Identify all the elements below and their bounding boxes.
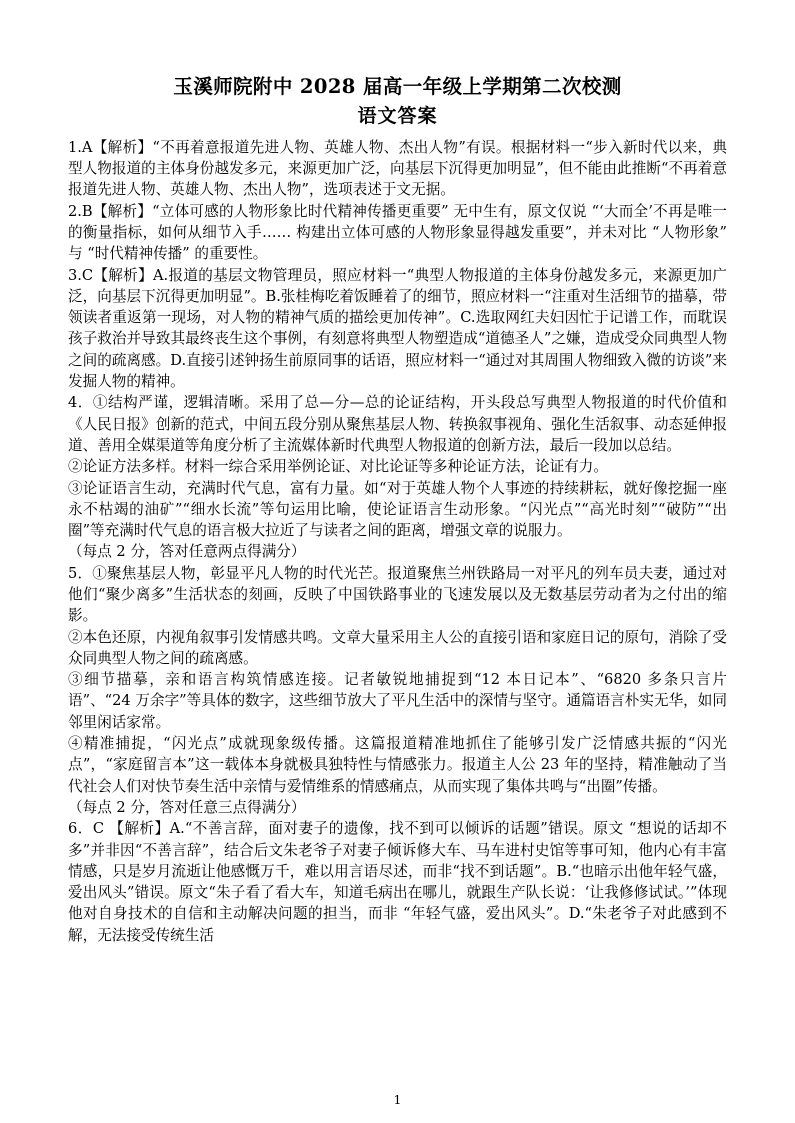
paragraph-9: ②本色还原，内视角叙事引发情感共鸣。文章大量采用主人公的直接引语和家庭日记的原句，消除了受众同典型人物之间的疏离感。 — [68, 628, 727, 667]
paragraph-7-score-note: （每点 2 分，答对任意两点得满分） — [68, 543, 306, 561]
paragraph-4: 4．①结构严谨，逻辑清晰。采用了总—分—总的论证结构，开头段总写典型人物报道的时代价值和《人民日报》创新的范式，中间五段分别从聚焦基层人物、转换叙事视角、强化生活叙事、动态延伸报道、善用全媒渠道等角度分析了主流媒体新时代典型人物报道的创新方法，最后一段加以总结。 — [68, 394, 727, 454]
title-block — [68, 72, 727, 131]
paragraph-11: ④精准捕捉，“闪光点”成就现象级传播。这篇报道精准地抓住了能够引发广泛情感共振的“闪光点”，“家庭留言本”这一载体本身就极具独特性与情感张力。报道主人公 23 年的坚持，精准触动了当代社会人们对快节奏生活中亲情与爱情维系的情感痛点，从而实现了集体共鸣与“出圈”传播。 — [68, 735, 727, 795]
paragraph-8: 5．①聚焦基层人物，彰显平凡人物的时代光芒。报道聚焦兰州铁路局一对平凡的列车员夫妻，通过对他们“聚少离多”生活状态的刻画，反映了中国铁路事业的飞速发展以及无数基层劳动者为之付出的缩影。 — [68, 564, 727, 625]
page-number: 1 — [393, 1092, 402, 1107]
paragraph-2: 2.B【解析】“立体可感的人物形象比时代精神传播更重要” 无中生有，原文仅说 “‘大而全’不再是唯一的衡量指标，如何从细节入手…… 构建出立体可感的人物形象显得越发重要”，并未对比 “人物形象” 与 “时代精神传播” 的重要性。 — [68, 202, 727, 263]
answer-body — [68, 137, 727, 946]
paragraph-12-score-note: （每点 2 分，答对任意三点得满分） — [68, 798, 306, 816]
paragraph-1: 1.A【解析】“不再着意报道先进人物、英雄人物、杰出人物”有误。根据材料一“步入新时代以来，典型人物报道的主体身份越发多元，来源更加广泛，向基层下沉得更加明显”，但不能由此推断“不再着意报道先进人物、英雄人物、杰出人物”，选项表述于文无据。 — [68, 138, 727, 199]
paragraph-13: 6．C 【解析】A.“不善言辞，面对妻子的遗像，找不到可以倾诉的话题”错误。原文 “想说的话却不多”并非因“不善言辞”，结合后文朱老爷子对妻子倾诉修大车、马车进村史馆等事可知，他内心有丰富情感，只是岁月流逝让他感慨万千，难以用言语尽述，而非“找不到话题”。B.“也暗示出他年轻气盛，爱出风头”错误。原文“朱子看了看大车，知道毛病出在哪儿，就跟生产队长说：‘让我修修试试。’”体现他对自身技术的自信和主动解决问题的担当，而非 “年轻气盛，爱出风头”。D.“朱老爷子对此感到不解，无法接受传统生活 — [68, 820, 727, 944]
paragraph-6: ③论证语言生动，充满时代气息，富有力量。如“对于英雄人物个人事迹的持续耕耘，就好像挖掘一座永不枯竭的油矿”“细水长流”等句运用比喻，使论证语言生动形象。“闪光点”“高光时刻”“破防”“出圈”等充满时代气息的语言极大拉近了与读者之间的距离，增强文章的说服力。 — [68, 479, 727, 540]
paragraph-10: ③细节描摹，亲和语言构筑情感连接。记者敏锐地捕捉到“12 本日记本”、“6820 多条只言片语”、“24 万余字”等具体的数字，这些细节放大了平凡生活中的深情与坚守。通篇语言朴实无华，如同邻里闲话家常。 — [68, 671, 727, 731]
paragraph-3: 3.C【解析】A.报道的基层文物管理员，照应材料一“典型人物报道的主体身份越发多元，来源更加广泛，向基层下沉得更加明显”。B.张桂梅吃着饭睡着了的细节，照应材料一“注重对生活细节的描摹，带领读者重返第一现场，对人物的精神气质的描绘更加传神”。C.选取网红夫妇因忙于记谱工作，而耽误孩子救治并导致其最终丧生这个事例，有刻意将典型人物塑造成“道德圣人”之嫌，造成受众同典型人物之间的疏离感。D.直接引述钟扬生前原同事的话语，照应材料一“通过对其周围人物细致入微的访谈”来发掘人物的精神。 — [68, 266, 727, 391]
page-title: 玉溪师院附中 2028 届高一年级上学期第二次校测 — [173, 75, 622, 98]
page-subtitle: 语文答案 — [357, 105, 438, 128]
paragraph-5: ②论证方法多样。材料一综合采用举例论证、对比论证等多种论证方法，论证有力。 — [68, 458, 608, 476]
